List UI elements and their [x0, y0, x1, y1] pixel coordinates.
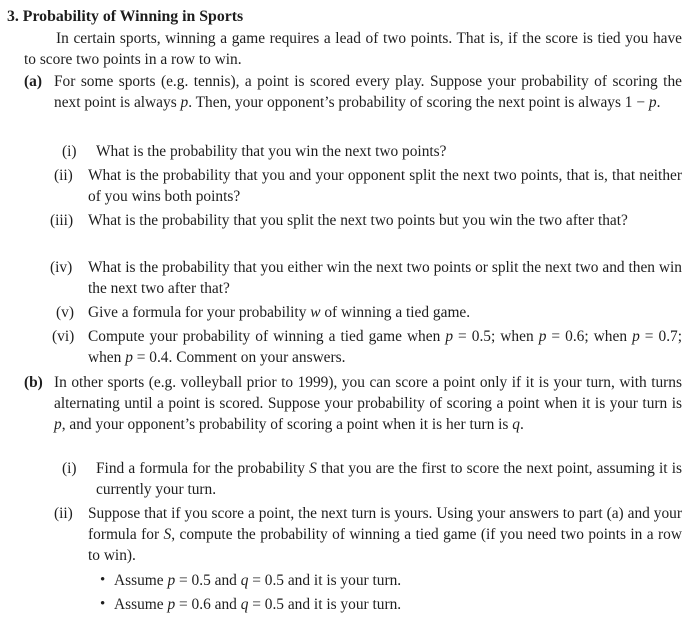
bullet-text: Assume p = 0.6 and q = 0.5 and it is your turn. — [114, 596, 402, 613]
bullet-icon: • — [100, 572, 106, 588]
item-text: Suppose that if you score a point, the next turn is yours. Using your answers to part (a) and your formula for S, compute the probability of winning a tied game (if you need two points in a row to win). — [88, 505, 682, 564]
item-text: What is the probability that you and your opponent split the next two points, that is, that neither of you wins both points? — [88, 167, 682, 205]
item-text: Give a formula for your probability w of winning a tied game. — [88, 304, 471, 321]
part-b-text: In other sports (e.g. volleyball prior to 1999), you can score a point only if it is your turn, with turns alternating until a point is scored. Suppose your probability of scoring a point when it is your turn is p, and your opponent’s probability of scoring a point when it is her turn is q. — [54, 374, 682, 433]
item-text: What is the probability that you either win the next two points or split the next two and then win the next two after that? — [88, 259, 682, 297]
cropped-next-line — [0, 622, 80, 630]
item-text: What is the probability that you win the next two points? — [96, 143, 447, 160]
problem-intro: In certain sports, winning a game requires a lead of two points. That is, if the score is tied you have to score two points in a row to win. — [24, 30, 682, 68]
part-a-label: (a) — [24, 73, 42, 90]
item-label: (v) — [56, 304, 74, 321]
part-b-label: (b) — [24, 374, 43, 391]
item-label: (iii) — [50, 212, 74, 229]
bullet-text: Assume p = 0.5 and q = 0.5 and it is your turn. — [114, 572, 402, 589]
bullet-icon: • — [100, 596, 106, 612]
item-label: (ii) — [54, 505, 73, 522]
item-label: (i) — [62, 143, 77, 160]
problem-title: 3. Probability of Winning in Sports — [7, 8, 244, 25]
item-label: (i) — [62, 460, 77, 477]
item-label: (ii) — [54, 167, 73, 184]
item-text: What is the probability that you split the next two points but you win the two after that? — [88, 212, 628, 229]
item-text: Find a formula for the probability S that you are the first to score the next point, assuming it is currently your turn. — [96, 460, 682, 498]
item-label: (iv) — [50, 259, 73, 276]
item-text: Compute your probability of winning a tied game when p = 0.5; when p = 0.6; when p = 0.7; when p = 0.4. Comment on your answers. — [88, 328, 683, 366]
part-a-text: For some sports (e.g. tennis), a point is scored every play. Suppose your probability of scoring the next point is always p. Then, your opponent’s probability of scoring the next point is always 1 − p. — [54, 73, 682, 111]
item-label: (vi) — [52, 328, 75, 345]
